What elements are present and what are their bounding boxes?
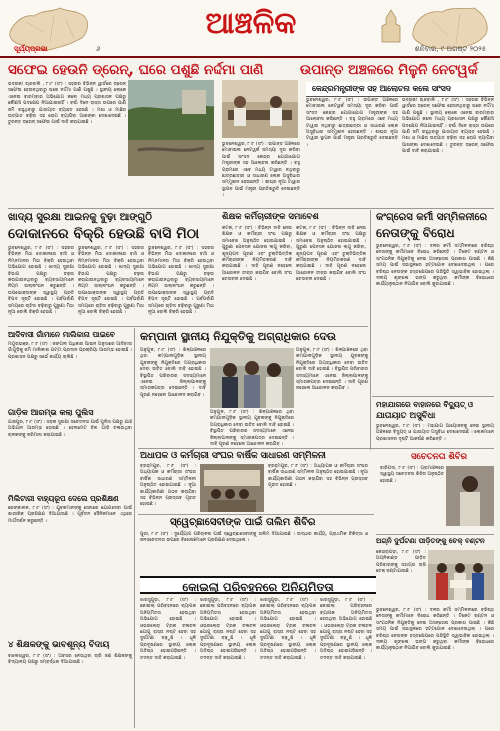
masthead-rule <box>0 56 500 58</box>
network-text-continued: ଭଦ୍ରକ/ ଚାନ୍ଦବାଲି , ୮।୮ (ସଂ) : ସହରର ବିଭିନ୍ନ ୱାର୍ଡରେ ଡ୍ରେନ୍ ସଫେଇ ହେଉନଥିବାରୁ ଘରେ ନର୍ଦ୍ଦମା ପାଣି ପଶୁଛି । ସ୍ଥାନୀୟ ଲୋକେ ଏନେଇ ବାରମ୍ବାର ଅଭିଯୋଗ କଲେ ମଧ୍ୟ ପ୍ରଶାସନ ପକ୍ଷରୁ କୌଣସି ପଦକ୍ଷେପ ନିଆଯାଇନାହିଁ । ବର୍ଷା ଦିନେ ରାସ୍ତା ଉପରେ ପାଣି ଜମି ରହୁଥିବାରୁ ଯାତାୟାତ ବ୍ୟାହତ ହେଉଛି । ମଶା ଓ ମାଛିର ଉତ୍ପାତ ବଢ଼ିବା ସହ ରୋଗ ବ୍ୟାପିବା ଆଶଙ୍କା ଦେଖାଦେଇଛି । ତୁରନ୍ତ ଡ୍ରେନ୍ ସଫେଇ ପାଇଁ ଦାବି କରାଯାଇଛି । <box>402 98 494 155</box>
center1-photo <box>210 348 294 408</box>
center2-text-1: ବ୍ରହ୍ମପୁର, ୮।୮ (ସଂ) : ଅଧ୍ୟାପକ ଓ କର୍ମଚାରୀ ସଂଘର ବାର୍ଷିକ ସାଧାରଣ ସମ୍ମିଳନୀ ଅନୁଷ୍ଠିତ ହୋଇଯାଇଛି । ନୂଆ କାର୍ଯ୍ୟକାରିଣୀ ଗଠନ କରାଯିବା ସହ ବିଭିନ୍ନ ପ୍ରସ୍ତାବ ଗୃହୀତ ହୋଇଛି । <box>140 464 196 508</box>
network-subhead: କେନ୍ଦ୍ରମନ୍ତ୍ରୀଙ୍କ ସହ ଆଲୋଚନା କଲେ ସାଂସଦ <box>306 82 494 97</box>
teachers-text-1: କଟକ, ୮।୮ (ସଂ) : ବିଭିନ୍ନ ଦାବି ନେଇ ଶିକ୍ଷକ ଓ କର୍ମଚାରୀ ସଂଘ ପକ୍ଷରୁ ସମାବେଶ ଅନୁଷ୍ଠିତ ହୋଇଯାଇଛି । ପୁରୁଣା ପେନସନ ଯୋଜନା ଲାଗୁ କରିବା, ଶୂନ୍ୟପଦ ପୂରଣ ଏବଂ ଚୁକ୍ତିଭିତ୍ତିକ କର୍ମଚାରୀଙ୍କ ନିୟମିତକରଣ ଦାବି କରାଯାଇଛି । ଦାବି ପୂରଣ ନହେଲେ ଆନ୍ଦୋଳନ ତୀବ୍ର କରାଯିବ ବୋଲି ସଂଘ ଚେତାବନୀ ଦେଇଛି । <box>222 226 292 283</box>
network-photo <box>222 80 298 138</box>
lead-photo <box>128 80 214 176</box>
network-headline: ଉପାନ୍ତ ଅଞ୍ଚଳରେ ମିଳୁନି ନେଟୱର୍କ <box>300 62 478 78</box>
brief4-text: ବାଲେଶ୍ୱର, ୮।୮ (ସଂ) : ଅବସର ନେଉଥିବା ଚାରି ଜଣ ଶିକ୍ଷକଙ୍କୁ ବିଦ୍ୟାଳୟ ପକ୍ଷରୁ ସମ୍ବର୍ଦ୍ଧନା ଦିଆଯାଇଛି । <box>8 654 132 666</box>
cheque-headline: ଅଗ୍ନି ଦୁର୍ଘଟଣା ପୀଡ଼ିତଙ୍କୁ ଚେକ୍ ବଣ୍ଟନ <box>376 537 485 545</box>
temple-emblem-icon <box>378 8 404 44</box>
paper-brand: ସୂର୍ଯ୍ୟପ୍ରଭା <box>14 45 48 53</box>
camp-text: ପୁରୀ, ୮।୮ (ସଂ) : ଦୁର୍ଯ୍ୟୋଗ ପରିଚାଳନା ପାଇଁ ସ୍ୱେଚ୍ଛାସେବୀଙ୍କୁ ତାଲିମ ଦିଆଯାଇଛି । ଉଦ୍ଧାର କାର୍ଯ୍ୟ, ପ୍ରାଥମିକ ଚିକିତ୍ସା ଓ ଜନସଚେତନତା ଉପରେ ବିଶେଷଜ୍ଞମାନେ ପ୍ରଶିକ୍ଷଣ ଦେଇଥିଲେ । <box>140 532 368 544</box>
market-headline-2: ଯାତାୟାତ ଅସୁବିଧା <box>376 411 436 421</box>
lead-text: ଭଦ୍ରକ/ ଚାନ୍ଦବାଲି , ୮।୮ (ସଂ) : ସହରର ବିଭିନ୍ନ ୱାର୍ଡରେ ଡ୍ରେନ୍ ସଫେଇ ହେଉନଥିବାରୁ ଘରେ ନର୍ଦ୍ଦମା ପାଣି ପଶୁଛି । ସ୍ଥାନୀୟ ଲୋକେ ଏନେଇ ବାରମ୍ବାର ଅଭିଯୋଗ କଲେ ମଧ୍ୟ ପ୍ରଶାସନ ପକ୍ଷରୁ କୌଣସି ପଦକ୍ଷେପ ନିଆଯାଇନାହିଁ । ବର୍ଷା ଦିନେ ରାସ୍ତା ଉପରେ ପାଣି ଜମି ରହୁଥିବାରୁ ଯାତାୟାତ ବ୍ୟାହତ ହେଉଛି । ମଶା ଓ ମାଛିର ଉତ୍ପାତ ବଢ଼ିବା ସହ ରୋଗ ବ୍ୟାପିବା ଆଶଙ୍କା ଦେଖାଦେଇଛି । ତୁରନ୍ତ ଡ୍ରେନ୍ ସଫେଇ ପାଇଁ ଦାବି କରାଯାଇଛି । <box>8 82 126 126</box>
lead-headline: ସଫେଇ ହେଉନି ଡ୍ରେନ୍, ଘରେ ପଶୁଛି ନର୍ଦ୍ଦମା ପାଣି <box>8 62 264 78</box>
row-divider-5 <box>376 534 494 535</box>
section-title: ଆଞ୍ଚଳିକ <box>205 6 297 41</box>
row-divider-4 <box>138 514 374 515</box>
awareness-headline: ସଚେତନତା ଶିବିର <box>410 452 468 462</box>
brief3-headline: ମିଲିଟାରୀ ବାହ୍ୟରୂପ ଦେଲେ ପ୍ରଶିକ୍ଷଣ <box>8 494 119 503</box>
center2-headline: ଅଧାପକ ଓ କର୍ମଚାରୀ ସଂଘର ବାର୍ଷିକ ସାଧାରଣ ସମ୍ମିଳନୀ <box>140 451 326 461</box>
market-text: ଭୁବନେଶ୍ୱର, ୮।୮ (ସଂ) : ମହାଯାଗ ଆୟୋଜନକୁ ନେଇ ସ୍ଥାନୀୟ ଅଞ୍ଚଳରେ ବିଦ୍ୟୁତ୍ ଓ ଯାତାୟାତ ଅସୁବିଧା ଦେଖାଦେଇଛି । ଲୋକମାନେ ପ୍ରଶାସନର ଦୃଷ୍ଟି ଆକର୍ଷଣ କରିଛନ୍ତି । <box>376 424 494 442</box>
food-text-3: ଭୁବନେଶ୍ୱର, ୮।୮ (ସଂ) : ସହରର ବିଭିନ୍ନ ମିଠା ଦୋକାନରେ ବାସି ଓ ନିମ୍ନମାନର ମିଠା ବିକ୍ରି ହେଉଥିବା ଅଭିଯୋଗ ହୋଇଛି । ଖାଦ୍ୟ ସୁରକ୍ଷା ବିଭାଗ ପକ୍ଷରୁ ଚଢ଼ଉ କରାଯାଉନଥିବାରୁ ବ୍ୟବସାୟୀମାନେ ନିୟମ ଉଲ୍ଲଂଘନ କରୁଛନ୍ତି । ଉପଭୋକ୍ତାଙ୍କ ସ୍ୱାସ୍ଥ୍ୟ ପ୍ରତି ବିପଦ ସୃଷ୍ଟି ହୋଇଛି । ପର୍ବପର୍ବାଣି ସମୟରେ ଚାହିଦା ବଢ଼ିବାରୁ ପୁରୁଣା ମିଠା ନୂଆ ବୋଲି ବିକ୍ରି ହେଉଛି । <box>148 246 214 316</box>
food-text-2: ଭୁବନେଶ୍ୱର, ୮।୮ (ସଂ) : ସହରର ବିଭିନ୍ନ ମିଠା ଦୋକାନରେ ବାସି ଓ ନିମ୍ନମାନର ମିଠା ବିକ୍ରି ହେଉଥିବା ଅଭିଯୋଗ ହୋଇଛି । ଖାଦ୍ୟ ସୁରକ୍ଷା ବିଭାଗ ପକ୍ଷରୁ ଚଢ଼ଉ କରାଯାଉନଥିବାରୁ ବ୍ୟବସାୟୀମାନେ ନିୟମ ଉଲ୍ଲଂଘନ କରୁଛନ୍ତି । ଉପଭୋକ୍ତାଙ୍କ ସ୍ୱାସ୍ଥ୍ୟ ପ୍ରତି ବିପଦ ସୃଷ୍ଟି ହୋଇଛି । ପର୍ବପର୍ବାଣି ସମୟରେ ଚାହିଦା ବଢ଼ିବାରୁ ପୁରୁଣା ମିଠା ନୂଆ ବୋଲି ବିକ୍ରି ହେଉଛି । <box>78 246 144 316</box>
congress-text: ଭୁବନେଶ୍ୱର, ୮।୮ (ସଂ) : ଦଳର କର୍ମୀ ସମ୍ମିଳନୀରେ ବରିଷ୍ଠ ନେତାଙ୍କୁ କର୍ମୀମାନେ ବିରୋଧ କରିଛନ୍ତି । ଟିକେଟ ବଣ୍ଟନ ଓ ସାଂଗଠନିକ ନିଯୁକ୍ତିକୁ ନେଇ ଅସନ୍ତୋଷ ପ୍ରକାଶ ପାଇଛି । କିଛି ସମୟ ପାଇଁ ସଭାସ୍ଥଳରେ ହଟ୍ଟଗୋଳ ଦେଖାଦେଇଥିଲା । ପରେ ବରିଷ୍ଠ ନେତାଙ୍କ ହସ୍ତକ୍ଷେପରେ ପରିସ୍ଥିତି ସ୍ୱାଭାବିକ ହୋଇଥିଲା । ଦଳୀୟ ଶୃଙ୍ଖଳା ଭଙ୍ଗ କରୁଥିବା କର୍ମୀଙ୍କ ବିରୋଧରେ କାର୍ଯ୍ୟାନୁଷ୍ଠାନ ନିଆଯିବ ବୋଲି କୁହାଯାଇଛି । <box>376 244 494 288</box>
camp-headline: ସ୍ୱେଚ୍ଛାସେବୀଙ୍କ ପାଇଁ ତାଲିମ ଶିବିର <box>170 517 316 528</box>
brief3-text: ଢେଙ୍କାନାଳ, ୮।୮ (ସଂ) : ଯୁବକମାନଙ୍କୁ ସେନାରେ ଯୋଗଦେବା ପାଇଁ ଶାରୀରିକ ପ୍ରଶିକ୍ଷଣ ଦିଆଯାଉଛି । ପୂର୍ବତନ ସୈନିକମାନେ ଏଥିରେ ମାର୍ଗଦର୍ଶନ କରୁଛନ୍ତି । <box>8 506 132 524</box>
coal-text-2: ଝାରସୁଗୁଡ଼ା, ୮।୮ (ସଂ) : କୋଇଲା ପରିବହନରେ ବ୍ୟାପକ ଅନିୟମିତତା ହେଉଥିବା ଅଭିଯୋଗ ହୋଇଛି । ଓଭରଲୋଡ଼ ଟ୍ରକ ଚଳାଚଳ ଯୋଗୁ ରାସ୍ତା ନଷ୍ଟ ହେବା ସହ ଦୁର୍ଘଟଣା ବଢ଼ୁଛି । ଧୂଳି ପ୍ରଦୂଷଣରେ ସ୍ଥାନୀୟ ଲୋକ ଅତିଷ୍ଠ ହୋଇପଡ଼ିଛନ୍ତି । ତଦନ୍ତ ଦାବି କରାଯାଇଛି । <box>200 598 256 661</box>
food-headline-2: ଦୋକାନରେ ବିକ୍ରି ହେଉଛି ବାସି ମିଠା <box>8 226 200 242</box>
row-divider-right <box>372 396 494 397</box>
congress-headline-2: ନେତାଙ୍କୁ ବିରୋଧ <box>376 226 455 240</box>
congress-headline-1: କଂଗ୍ରେସ କର୍ମୀ ସମ୍ମିଳନୀରେ <box>376 212 488 223</box>
center1-headline: କମ୍ପାନୀ ସ୍ଥାନୀୟ ନିଯୁକ୍ତିକୁ ଅଗ୍ରାଧିକାର ଦେଉ <box>140 330 337 343</box>
center2-text-2: ବ୍ରହ୍ମପୁର, ୮।୮ (ସଂ) : ଅଧ୍ୟାପକ ଓ କର୍ମଚାରୀ ସଂଘର ବାର୍ଷିକ ସାଧାରଣ ସମ୍ମିଳନୀ ଅନୁଷ୍ଠିତ ହୋଇଯାଇଛି । ନୂଆ କାର୍ଯ୍ୟକାରିଣୀ ଗଠନ କରାଯିବା ସହ ବିଭିନ୍ନ ପ୍ରସ୍ତାବ ଗୃହୀତ ହୋଇଛି । <box>268 464 368 489</box>
network-text: ଭୁବନେଶ୍ୱର, ୮।୮ (ସଂ) : ଉପାନ୍ତ ଅଞ୍ଚଳରେ ମୋବାଇଲ ନେଟୱର୍କ ସମସ୍ୟା ଦୂର କରିବା ପାଇଁ ସାଂସଦ କେନ୍ଦ୍ର ଯୋଗାଯୋଗ ମନ୍ତ୍ରୀଙ୍କ ସହ ଆଲୋଚନା କରିଛନ୍ତି । ବହୁ ଗ୍ରାମରେ ଏବେ ମଧ୍ୟ ଟାୱାର ନଥିବାରୁ ଛାତ୍ରଛାତ୍ରୀ ଓ ସାଧାରଣ ଲୋକ ଅସୁବିଧାର ସମ୍ମୁଖୀନ ହେଉଛନ୍ତି । ଶୀଘ୍ର ନୂଆ ଟାୱାର ସ୍ଥାପନ ପାଇଁ ମନ୍ତ୍ରୀ ପ୍ରତିଶ୍ରୁତି ଦେଇଛନ୍ତି । <box>306 98 398 148</box>
teachers-text-2: କଟକ, ୮।୮ (ସଂ) : ବିଭିନ୍ନ ଦାବି ନେଇ ଶିକ୍ଷକ ଓ କର୍ମଚାରୀ ସଂଘ ପକ୍ଷରୁ ସମାବେଶ ଅନୁଷ୍ଠିତ ହୋଇଯାଇଛି । ପୁରୁଣା ପେନସନ ଯୋଜନା ଲାଗୁ କରିବା, ଶୂନ୍ୟପଦ ପୂରଣ ଏବଂ ଚୁକ୍ତିଭିତ୍ତିକ କର୍ମଚାରୀଙ୍କ ନିୟମିତକରଣ ଦାବି କରାଯାଇଛି । ଦାବି ପୂରଣ ନହେଲେ ଆନ୍ଦୋଳନ ତୀବ୍ର କରାଯିବ ବୋଲି ସଂଘ ଚେତାବନୀ ଦେଇଛି । <box>296 226 366 283</box>
brief1-headline: ଆଦିବାସୀ ଗାଁମାନେ ମାଲିକାନା ପାଇବେ <box>8 330 115 339</box>
coal-text-4: ଝାରସୁଗୁଡ଼ା, ୮।୮ (ସଂ) : କୋଇଲା ପରିବହନରେ ବ୍ୟାପକ ଅନିୟମିତତା ହେଉଥିବା ଅଭିଯୋଗ ହୋଇଛି । ଓଭରଲୋଡ଼ ଟ୍ରକ ଚଳାଚଳ ଯୋଗୁ ରାସ୍ତା ନଷ୍ଟ ହେବା ସହ ଦୁର୍ଘଟଣା ବଢ଼ୁଛି । ଧୂଳି ପ୍ରଦୂଷଣରେ ସ୍ଥାନୀୟ ଲୋକ ଅତିଷ୍ଠ ହୋଇପଡ଼ିଛନ୍ତି । ତଦନ୍ତ ଦାବି କରାଯାଇଛି । <box>320 598 372 661</box>
row-divider-1 <box>8 208 494 209</box>
teachers-headline: ଶିକ୍ଷକ କର୍ମିଚାରୀଙ୍କ ସମାବେଶ <box>222 212 319 222</box>
brief4-headline: ୪ ଶିକ୍ଷକଙ୍କୁ ଭାବଶୂନ୍ୟ ବିଦାୟ <box>8 640 110 650</box>
food-headline-1: ଖାଦ୍ୟ ସୁରକ୍ଷା ଆଇନକୁ ବୁଢ଼ା ଆଙ୍ଗୁଠି <box>8 212 152 223</box>
brief2-headline: ଗାଡ଼ିକ ଆରମ୍ଭ କଲା ପୁଲିସ <box>8 408 94 417</box>
coal-text-3: ଝାରସୁଗୁଡ଼ା, ୮।୮ (ସଂ) : କୋଇଲା ପରିବହନରେ ବ୍ୟାପକ ଅନିୟମିତତା ହେଉଥିବା ଅଭିଯୋଗ ହୋଇଛି । ଓଭରଲୋଡ଼ ଟ୍ରକ ଚଳାଚଳ ଯୋଗୁ ରାସ୍ତା ନଷ୍ଟ ହେବା ସହ ଦୁର୍ଘଟଣା ବଢ଼ୁଛି । ଧୂଳି ପ୍ରଦୂଷଣରେ ସ୍ଥାନୀୟ ଲୋକ ଅତିଷ୍ଠ ହୋଇପଡ଼ିଛନ୍ତି । ତଦନ୍ତ ଦାବି କରାଯାଇଛି । <box>260 598 316 661</box>
coal-headline: କୋଇଲା ପରିବହନରେ ଅନିୟମିତତା <box>140 576 376 594</box>
market-headline-1: ମହାଯାଗରେ ବାହାନରେ ବିଦ୍ୟୁତ୍ ଓ <box>376 400 473 409</box>
coal-text-5: ଭୁବନେଶ୍ୱର, ୮।୮ (ସଂ) : ଦଳର କର୍ମୀ ସମ୍ମିଳନୀରେ ବରିଷ୍ଠ ନେତାଙ୍କୁ କର୍ମୀମାନେ ବିରୋଧ କରିଛନ୍ତି । ଟିକେଟ ବଣ୍ଟନ ଓ ସାଂଗଠନିକ ନିଯୁକ୍ତିକୁ ନେଇ ଅସନ୍ତୋଷ ପ୍ରକାଶ ପାଇଛି । କିଛି ସମୟ ପାଇଁ ସଭାସ୍ଥଳରେ ହଟ୍ଟଗୋଳ ଦେଖାଦେଇଥିଲା । ପରେ ବରିଷ୍ଠ ନେତାଙ୍କ ହସ୍ତକ୍ଷେପରେ ପରିସ୍ଥିତି ସ୍ୱାଭାବିକ ହୋଇଥିଲା । ଦଳୀୟ ଶୃଙ୍ଖଳା ଭଙ୍ଗ କରୁଥିବା କର୍ମୀଙ୍କ ବିରୋଧରେ କାର୍ଯ୍ୟାନୁଷ୍ଠାନ ନିଆଯିବ ବୋଲି କୁହାଯାଇଛି । <box>376 608 494 652</box>
center2-photo <box>200 464 264 512</box>
page-number: ୬ <box>96 45 101 53</box>
dateline: ଶନିବାର, ୯ ଅଗଷ୍ଟ ୨୦୨୫ <box>414 45 486 53</box>
center1-text-3: ଅନୁଗୁଳ, ୮।୮ (ସଂ) : ଶିଳ୍ପାଞ୍ଚଳରେ ଥିବା କମ୍ପାନୀଗୁଡ଼ିକ ସ୍ଥାନୀୟ ଯୁବକଙ୍କୁ ନିଯୁକ୍ତିରେ ଅଗ୍ରାଧିକାର ଦେବା ଉଚିତ ବୋଲି ଦାବି ହୋଇଛି । ବିସ୍ଥାପିତ ପରିବାରର ସଦସ୍ୟମାନେ ଏନେଇ ଜିଲ୍ଲାପାଳଙ୍କୁ ସ୍ମାରକପତ୍ର ଦେଇଛନ୍ତି । ଦାବି ପୂରଣ ନହେଲେ ଆନ୍ଦୋଳନ କରାଯିବ । <box>210 410 294 448</box>
center1-text-2: ଅନୁଗୁଳ, ୮।୮ (ସଂ) : ଶିଳ୍ପାଞ୍ଚଳରେ ଥିବା କମ୍ପାନୀଗୁଡ଼ିକ ସ୍ଥାନୀୟ ଯୁବକଙ୍କୁ ନିଯୁକ୍ତିରେ ଅଗ୍ରାଧିକାର ଦେବା ଉଚିତ ବୋଲି ଦାବି ହୋଇଛି । ବିସ୍ଥାପିତ ପରିବାରର ସଦସ୍ୟମାନେ ଏନେଇ ଜିଲ୍ଲାପାଳଙ୍କୁ ସ୍ମାରକପତ୍ର ଦେଇଛନ୍ତି । ଦାବି ପୂରଣ ନହେଲେ ଆନ୍ଦୋଳନ କରାଯିବ । <box>296 348 368 392</box>
coal-text-1: ଝାରସୁଗୁଡ଼ା, ୮।୮ (ସଂ) : କୋଇଲା ପରିବହନରେ ବ୍ୟାପକ ଅନିୟମିତତା ହେଉଥିବା ଅଭିଯୋଗ ହୋଇଛି । ଓଭରଲୋଡ଼ ଟ୍ରକ ଚଳାଚଳ ଯୋଗୁ ରାସ୍ତା ନଷ୍ଟ ହେବା ସହ ଦୁର୍ଘଟଣା ବଢ଼ୁଛି । ଧୂଳି ପ୍ରଦୂଷଣରେ ସ୍ଥାନୀୟ ଲୋକ ଅତିଷ୍ଠ ହୋଇପଡ଼ିଛନ୍ତି । ତଦନ୍ତ ଦାବି କରାଯାଇଛି । <box>140 598 196 661</box>
food-text-1: ଭୁବନେଶ୍ୱର, ୮।୮ (ସଂ) : ସହରର ବିଭିନ୍ନ ମିଠା ଦୋକାନରେ ବାସି ଓ ନିମ୍ନମାନର ମିଠା ବିକ୍ରି ହେଉଥିବା ଅଭିଯୋଗ ହୋଇଛି । ଖାଦ୍ୟ ସୁରକ୍ଷା ବିଭାଗ ପକ୍ଷରୁ ଚଢ଼ଉ କରାଯାଉନଥିବାରୁ ବ୍ୟବସାୟୀମାନେ ନିୟମ ଉଲ୍ଲଂଘନ କରୁଛନ୍ତି । ଉପଭୋକ୍ତାଙ୍କ ସ୍ୱାସ୍ଥ୍ୟ ପ୍ରତି ବିପଦ ସୃଷ୍ଟି ହୋଇଛି । ପର୍ବପର୍ବାଣି ସମୟରେ ଚାହିଦା ବଢ଼ିବାରୁ ପୁରୁଣା ମିଠା ନୂଆ ବୋଲି ବିକ୍ରି ହେଉଛି । <box>8 246 74 316</box>
cheque-text: କେନ୍ଦ୍ରାପଡ଼ା, ୮।୮ (ସଂ) : ଅଗ୍ନିକାଣ୍ଡ ପୀଡ଼ିତ ପରିବାରଙ୍କୁ ସହାୟତା ରାଶି ଚେକ୍ ବଣ୍ଟାଯାଇଛି । <box>376 550 426 575</box>
col-divider-right <box>370 210 371 450</box>
brief1-text: ମୟୂରଭଞ୍ଜ, ୮।୮ (ସଂ) : ଜଙ୍ଗଲ ଅଧିକାର ଆଇନ ଅନୁସାରେ ଆଦିବାସୀ ଗାଁଗୁଡ଼ିକୁ ଜମି ମାଲିକାନା ପଟ୍ଟା ପ୍ରଦାନ ପ୍ରକ୍ରିୟା ଆରମ୍ଭ ହୋଇଛି । ପ୍ରଶାସନ ପକ୍ଷରୁ ସର୍ଭେ କାର୍ଯ୍ୟ ଚାଲିଛି । <box>8 342 132 360</box>
masthead <box>0 0 500 58</box>
cheque-photo <box>428 550 494 600</box>
brief2-text: ଯାଜପୁର, ୮।୮ (ସଂ) : ସଡ଼କ ସୁରକ୍ଷା ସଚେତନତା ପାଇଁ ପୁଲିସ ପକ୍ଷରୁ ଯାଞ୍ଚ ଅଭିଯାନ ଆରମ୍ଭ ହୋଇଛି । ହେଲମେଟ ବିନା ଗାଡ଼ି ଚଳାଉଥିବା ଚାଳକଙ୍କୁ ଜରିମାନା କରାଯାଇଛି । <box>8 420 132 438</box>
awareness-text: ବାରିପଦା, ୮।୮ (ସଂ) : ଗ୍ରାମାଞ୍ଚଳରେ ସ୍ୱାସ୍ଥ୍ୟ ସଚେତନତା ଶିବିର ଅନୁଷ୍ଠିତ ହୋଇଛି । <box>380 466 444 484</box>
row-divider-3 <box>138 448 494 449</box>
center1-text-1: ଅନୁଗୁଳ, ୮।୮ (ସଂ) : ଶିଳ୍ପାଞ୍ଚଳରେ ଥିବା କମ୍ପାନୀଗୁଡ଼ିକ ସ୍ଥାନୀୟ ଯୁବକଙ୍କୁ ନିଯୁକ୍ତିରେ ଅଗ୍ରାଧିକାର ଦେବା ଉଚିତ ବୋଲି ଦାବି ହୋଇଛି । ବିସ୍ଥାପିତ ପରିବାରର ସଦସ୍ୟମାନେ ଏନେଇ ଜିଲ୍ଲାପାଳଙ୍କୁ ସ୍ମାରକପତ୍ର ଦେଇଛନ୍ତି । ଦାବି ପୂରଣ ନହେଲେ ଆନ୍ଦୋଳନ କରାଯିବ । <box>140 348 206 398</box>
awareness-photo <box>446 466 494 526</box>
col-divider-left <box>134 328 135 728</box>
row-divider-2 <box>8 326 368 327</box>
network-text-left: ଭୁବନେଶ୍ୱର, ୮।୮ (ସଂ) : ଉପାନ୍ତ ଅଞ୍ଚଳରେ ମୋବାଇଲ ନେଟୱର୍କ ସମସ୍ୟା ଦୂର କରିବା ପାଇଁ ସାଂସଦ କେନ୍ଦ୍ର ଯୋଗାଯୋଗ ମନ୍ତ୍ରୀଙ୍କ ସହ ଆଲୋଚନା କରିଛନ୍ତି । ବହୁ ଗ୍ରାମରେ ଏବେ ମଧ୍ୟ ଟାୱାର ନଥିବାରୁ ଛାତ୍ରଛାତ୍ରୀ ଓ ସାଧାରଣ ଲୋକ ଅସୁବିଧାର ସମ୍ମୁଖୀନ ହେଉଛନ୍ତି । ଶୀଘ୍ର ନୂଆ ଟାୱାର ସ୍ଥାପନ ପାଇଁ ମନ୍ତ୍ରୀ ପ୍ରତିଶ୍ରୁତି ଦେଇଛନ୍ତି । <box>222 142 300 199</box>
